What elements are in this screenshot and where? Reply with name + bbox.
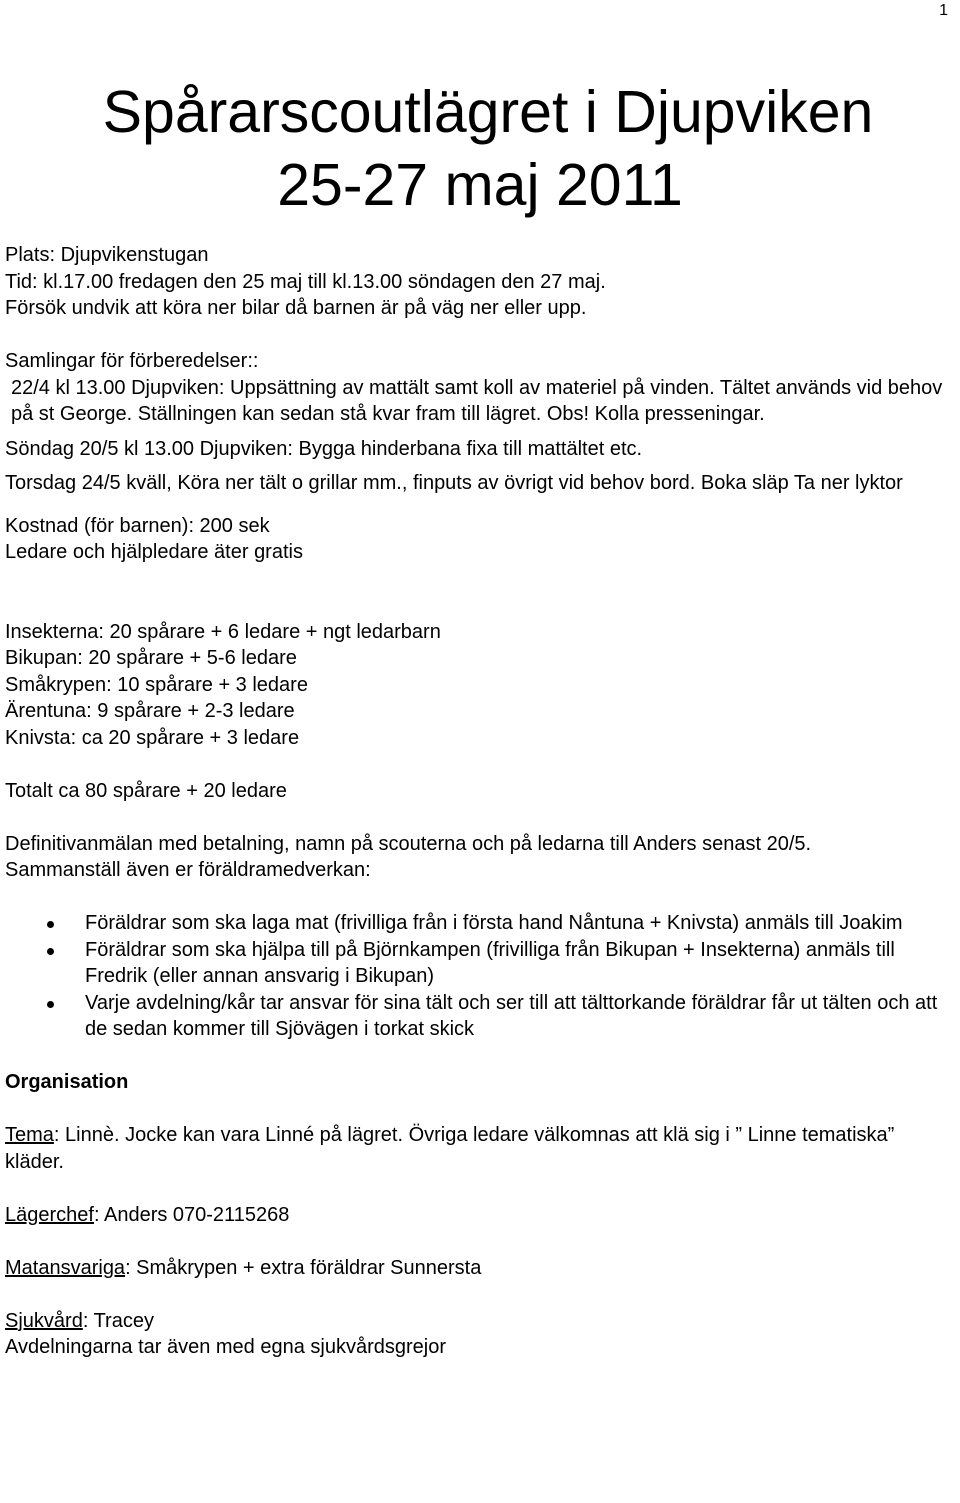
sjukvard-line: [5, 1308, 955, 1335]
bullet-icon: [47, 1001, 54, 1008]
matansvariga-line: [5, 1255, 955, 1282]
document-title: Spårarscoutlägret i Djupviken: [102, 79, 874, 145]
info-note: Försök undvik att köra ner bilar då barnen är på väg ner eller upp.: [5, 297, 587, 319]
matansvariga-text: : Småkrypen + extra föräldrar Sunnersta: [125, 1256, 482, 1279]
group-line: Bikupan: 20 spårare + 5-6 ledare: [5, 647, 297, 669]
sjukvard-text: : Tracey: [82, 1309, 154, 1332]
sjukvard-label: Sjukvård: [5, 1309, 83, 1332]
lagerchef-text: : Anders 070-2115268: [93, 1203, 290, 1226]
group-line: Insekterna: 20 spårare + 6 ledare + ngt ledarbarn: [5, 620, 441, 643]
prep-heading: Samlingar för förberedelser::: [5, 350, 259, 372]
prep-item-3: Torsdag 24/5 kväll, Köra ner tält o grillar mm., finputs av övrigt vid behov bord. Boka släp Ta ner lyktor: [5, 472, 903, 494]
page-number: 1: [939, 2, 948, 19]
registration-line-2: Sammanställ även er föräldramedverkan:: [5, 859, 371, 881]
cost-leaders: Ledare och hjälpledare äter gratis: [5, 541, 303, 563]
tema-text: : Linnè. Jocke kan vara Linné på lägret. Övriga ledare välkomnas att klä sig i ” Linne tematiska” kläder.: [5, 1124, 895, 1173]
lagerchef-label: Lägerchef: [5, 1203, 94, 1226]
matansvariga-label: Matansvariga: [5, 1256, 126, 1279]
list-item-text: Föräldrar som ska hjälpa till på Björnkampen (frivilliga från Bikupan + Insekterna) anmäls till Fredrik (eller annan ansvarig i Bikupan): [85, 938, 895, 987]
tema-line: [5, 1122, 955, 1175]
group-line: Knivsta: ca 20 spårare + 3 ledare: [5, 726, 300, 749]
document-subtitle-dates: 25-27 maj 2011: [277, 152, 683, 218]
group-line: Småkrypen: 10 spårare + 3 ledare: [5, 673, 308, 696]
document-body: [5, 242, 955, 1361]
total-line: Totalt ca 80 spårare + 20 ledare: [5, 779, 287, 802]
registration-line-1: Definitivanmälan med betalning, namn på scouterna och på ledarna till Anders senast 20/5.: [5, 832, 812, 855]
info-time: Tid: kl.17.00 fredagen den 25 maj till kl.13.00 söndagen den 27 maj.: [5, 270, 606, 293]
tema-label: Tema: [5, 1124, 54, 1146]
lagerchef-line: [5, 1202, 955, 1229]
cost-children: Kostnad (för barnen): 200 sek: [5, 514, 270, 537]
list-item-text: Föräldrar som ska laga mat (frivilliga från i första hand Nåntuna + Knivsta) anmäls till Joakim: [85, 912, 903, 934]
info-place: Plats: Djupvikenstugan: [5, 244, 209, 266]
prep-item-2: Söndag 20/5 kl 13.00 Djupviken: Bygga hinderbana fixa till mattältet etc.: [5, 437, 643, 460]
list-item-text: Varje avdelning/kår tar ansvar för sina tält och ser till att tälttorkande föräldrar får ut tälten och att de sedan kommer till Sjövägen i torkat skick: [85, 991, 938, 1040]
list-item: [5, 937, 955, 990]
group-line: Ärentuna: 9 spårare + 2-3 ledare: [5, 700, 295, 722]
sjukvard-note: Avdelningarna tar även med egna sjukvårdsgrejor: [5, 1336, 447, 1358]
bullet-icon: [47, 948, 54, 955]
bullet-icon: [47, 921, 54, 928]
prep-item-1: 22/4 kl 13.00 Djupviken: Uppsättning av mattält samt koll av materiel på vinden. Tältet används vid behov på st George. Ställningen kan sedan stå kvar fram till lägret. Obs! Kolla presseningar.: [11, 376, 943, 425]
list-item: [5, 910, 955, 937]
parent-task-list: [5, 910, 955, 1043]
list-item: [5, 990, 955, 1043]
organisation-heading: Organisation: [5, 1071, 129, 1093]
